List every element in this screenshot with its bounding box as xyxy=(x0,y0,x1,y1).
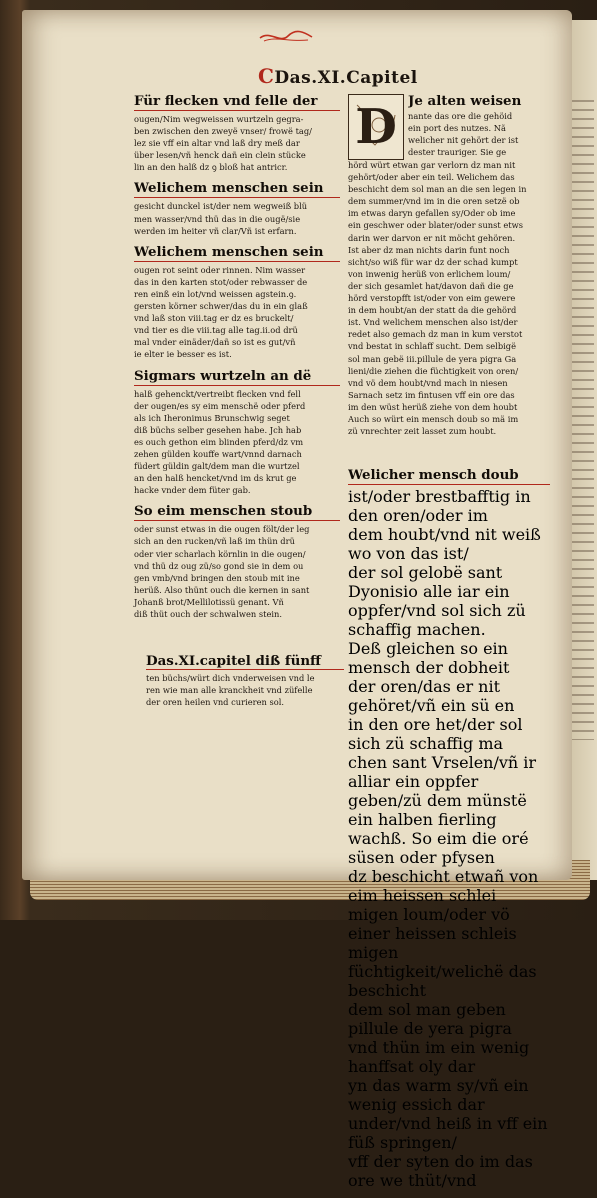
red-flourish-ornament xyxy=(258,28,314,46)
decorated-initial xyxy=(348,94,404,160)
section-heading: Welichem menschen sein xyxy=(134,245,340,262)
section-heading: Sigmars wurtzeln an dë xyxy=(134,369,340,386)
section-heading: So eim menschen stoub xyxy=(134,504,340,521)
paragraph-mark: C xyxy=(258,64,275,88)
chapter-title xyxy=(258,64,418,88)
right-section xyxy=(348,468,550,1198)
section-text: gesicht dunckel ist/der nem wegweiß blü men wasser/vnd thü das in die ougë/sie werden im heiter vñ clar/Vñ ist erfarn. xyxy=(134,201,308,236)
section-text: ougen/Nim wegweissen wurtzeln gegra- ben zwischen den zweyë vnser/ frowë tag/ lez sie vff ein altar vnd laß dry meß dar über lesen/vñ henck dañ ein clein stücke lin an den halß dz ꝯ bloß hat antricr. xyxy=(134,114,312,173)
section-text: oder sunst etwas in die ougen fölt/der leg sich an den rucken/vñ laß im thün drü oder vier scharlach körnlin in die ougen/ vnd thü dz oug zü/so gond sie in dem ou gen vmb/vnd bringen den stoub mit ine herüß. Also thünt ouch die kernen in sant Johanß brot/Mellilotissü genant. Vñ diß thüt ouch der schwalwen stein. xyxy=(134,524,310,619)
intro-text: nante das ore die gehöid ein port des nutzes. Nã welicher nit gehört der ist dester trauriger. Sie ge xyxy=(408,111,519,158)
chapter-title-text: Das.XI.Capitel xyxy=(274,68,418,88)
section-text: halß gehenckt/vertreibt flecken vnd fell der ougen/es sy eim menschë oder pferd als ich Iheronimus Brunschwig seget diß büchs selber gesehen habe. Jch hab es ouch gethon eim blinden pferd/dz vm zehen gülden kouffe wart/vnnd darnach füdert güldin galt/dem man die wurtzel an den halß hencket/vnd im ds krut ge hacke vnder dem füter gab. xyxy=(134,388,306,496)
intro-heading: Je alten weisen xyxy=(408,94,522,109)
chapter-summary xyxy=(146,654,344,708)
section-heading: Welicher mensch doub xyxy=(348,468,550,485)
adjacent-page-text xyxy=(572,100,594,740)
section-heading: Für flecken vnd felle der xyxy=(134,94,340,111)
intro-continuation: hörd würt etwan gar verlorn dz man nit gehört/oder aber ein teil. Welichem das beschicht dem sol man an die sen legen in dem summer/vnd im in die oren setzë ob im etwas daryn gefallen sy/Oder ob ime ein geschwer oder blater/oder sunst etws darin wer darvon er nit möcht gehören. Ist aber dz man nichts darin funt noch sicht/so wiß für war dz der schad kumpt von inwenig herüß von erlichem loum/ der sich gesamlet hat/davon dañ die ge hörd verstopfft ist/oder von eim gewere in dem houbt/an der statt da die gehörd ist. Vnd welichem menschen also ist/der redet also gemach dz man in kum verstot vnd bestat in schlaff sucht. Dem selbigë sol man gebë iii.pillule de yera pigra Ga lieni/die ziehen die füchtigkeit von oren/ vnd vö dem houbt/vnd mach in niesen Sarnach setz im fintusen vff ein ore das im den wüst herüß ziehe von dem houbt Auch so würt ein mensch doub so mä im zü vnrechter zeit lasset zum houbt. xyxy=(348,160,527,437)
left-column xyxy=(134,94,340,628)
section-text: ist/oder brestbafftig in den oren/oder im dem houbt/vnd nit weiß wo von das ist/ der sol gelobë sant Dyonisio alle iar ein oppfer/vnd sol sich zü schaffig machen. Deß gleichen so ein mensch der dobheit der oren/das er nit gehöret/vñ ein sü en in den ore het/der sol sich zü schaffig ma chen sant Vrselen/vñ ir alliar ein oppfer geben/zü dem münstë ein halben fierling wachß. So eim die oré süsen oder pfysen dz beschicht etwañ von eim heissen schlei migen loum/oder vö einer heissen schleis migen füchtigkeit/welichë das beschicht dem sol man geben pillule de yera pigra vnd thün im ein wenig hanffsat oly dar yn das warm sy/vñ ein wenig essich dar under/vnd heiß in vff ein füß springen/ vff der syten do im das ore we thüt/vnd xyxy=(348,487,548,1190)
summary-text: ten büchs/würt dich vnderweisen vnd le ren wie man alle kranckheit vnd züfelle der oren heilen vnd curieren sol. xyxy=(146,673,315,708)
summary-heading: Das.XI.capitel diß fünff xyxy=(146,654,344,670)
section-text: ougen rot seint oder rinnen. Nim wasser das in den karten stot/oder rebwasser de ren einß ein lot/vnd weissen agstein.ꝯ. gersten körner schwer/das du in ein glaß vnd laß ston viii.tag er dz es bruckelt/ vnd tier es die viii.tag alle tag.ii.od drü mal vnder einäder/dañ so ist es gut/vñ ie elter ie besser es ist. xyxy=(134,264,308,360)
initial-letter: D xyxy=(355,99,397,155)
section-heading: Welichem menschen sein xyxy=(134,181,340,198)
